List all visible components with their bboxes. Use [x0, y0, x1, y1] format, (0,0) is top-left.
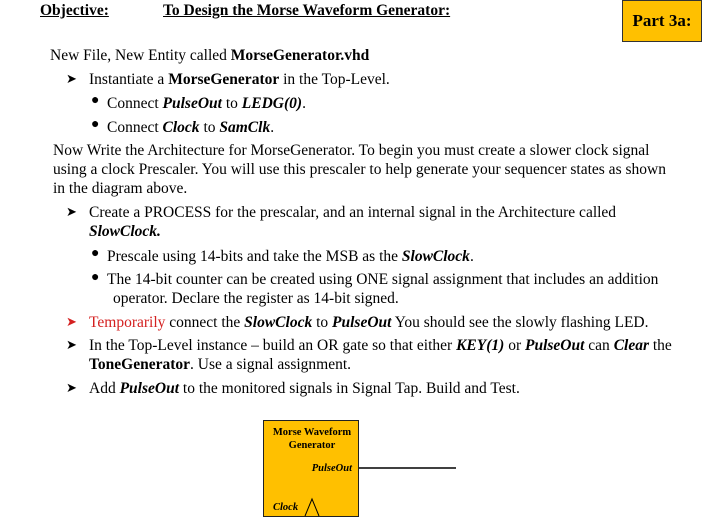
filename: MorseGenerator.vhd — [230, 47, 370, 64]
signal: PulseOut — [524, 337, 585, 354]
objective-label: Objective: — [40, 2, 109, 19]
signal: SlowClock — [401, 248, 470, 265]
objective-title: To Design the Morse Waveform Generator: — [163, 2, 451, 19]
signal: SlowClock — [244, 314, 313, 331]
text: Add — [89, 380, 120, 397]
dot-bullet-icon: ● — [91, 246, 100, 261]
dot-bullet-icon: ● — [91, 117, 100, 132]
arrow-bullet-icon: ➤ — [66, 380, 77, 395]
text: to — [221, 95, 242, 112]
text: Connect — [107, 119, 163, 136]
clock-port-label: Clock — [273, 502, 299, 513]
text: in the Top-Level. — [279, 71, 390, 88]
signal: Clear — [613, 337, 649, 354]
block-title-line-2: Generator — [288, 440, 336, 451]
signal: PulseOut — [332, 314, 392, 331]
text: connect the — [165, 314, 245, 331]
text: Connect — [107, 95, 163, 112]
paragraph-line-2: using a clock Prescaler. You will use this prescaler to help generate your sequencer states as shown — [53, 161, 666, 178]
arrow-bullet-icon: ➤ — [66, 204, 77, 219]
signal: Clock — [162, 119, 200, 136]
paragraph-line-3: in the diagram above. — [53, 180, 188, 197]
arrow-bullet-icon: ➤ — [66, 337, 77, 352]
arrow-bullet-icon: ➤ — [66, 314, 77, 329]
dot-bullet-icon: ● — [91, 270, 100, 285]
text: to — [312, 314, 333, 331]
text: Prescale using 14-bits and take the MSB as the — [107, 248, 402, 265]
part-label: Part 3a: — [632, 11, 692, 30]
highlight-word: Temporarily — [89, 314, 166, 331]
text: to — [199, 119, 220, 136]
counter-line-2: operator. Declare the register as 14-bit signed. — [113, 290, 399, 307]
text: . — [469, 248, 474, 265]
text: You should see the slowly flashing LED. — [391, 314, 649, 331]
pulseout-port-label: PulseOut — [311, 463, 352, 474]
text: . — [270, 119, 275, 136]
paragraph-line-1: Now Write the Architecture for MorseGenerator. To begin you must create a slower clock signal — [53, 142, 650, 159]
text: In the Top-Level instance – build an OR gate so that either — [89, 337, 457, 354]
text: . — [302, 95, 306, 112]
create-process-line: Create a PROCESS for the prescalar, and an internal signal in the Architecture called — [89, 204, 617, 221]
signal: PulseOut — [162, 95, 222, 112]
entity-name: MorseGenerator — [168, 71, 280, 88]
entity-name: ToneGenerator — [89, 356, 191, 373]
signal: KEY(1) — [456, 337, 505, 354]
text: the — [649, 337, 672, 354]
text: . Use a signal assignment. — [190, 356, 352, 373]
block-title-line-1: Morse Waveform — [272, 427, 352, 438]
signal: PulseOut — [119, 380, 180, 397]
text: to the monitored signals in Signal Tap. Build and Test. — [179, 380, 520, 397]
counter-line-1: The 14-bit counter can be created using ONE signal assignment that includes an addition — [107, 271, 659, 288]
signal: SamClk — [219, 119, 271, 136]
dot-bullet-icon: ● — [91, 93, 100, 108]
text: New File, New Entity called — [50, 47, 231, 64]
text: can — [584, 337, 614, 354]
clock-edge-icon — [305, 499, 319, 516]
signal: LEDG(0) — [241, 95, 303, 112]
text: or — [504, 337, 525, 354]
signal: SlowClock. — [89, 223, 161, 240]
arrow-bullet-icon: ➤ — [66, 71, 77, 86]
text: Instantiate a — [89, 71, 169, 88]
